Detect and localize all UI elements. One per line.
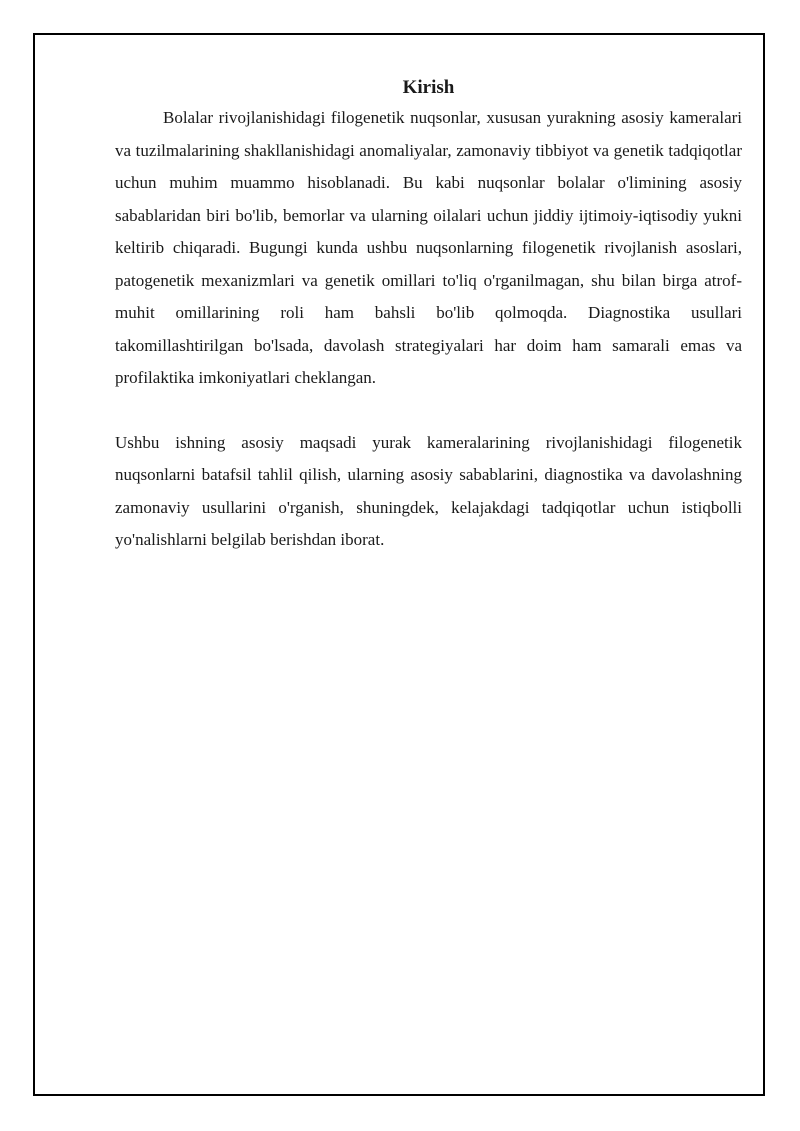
paragraph-intro: Bolalar rivojlanishidagi filogenetik nuqsonlar, xususan yurakning asosiy kameralari va tuzilmalarining shakllanishidagi anomaliyalar, zamonaviy tibbiyot va genetik tadqiqotlar uchun muhim muammo hisoblanadi. Bu kabi nuqsonlar bolalar o'limining asosiy sabablaridan biri bo'lib, bemorlar va ularning oilalari uchun jiddiy ijtimoiy-iqtisodiy yukni keltirib chiqaradi. Bugungi kunda ushbu nuqsonlarning filogenetik rivojlanish asoslari, patogenetik mexanizmlari va genetik omillari to'liq o'rganilmagan, shu bilan birga atrof-muhit omillarining roli ham bahsli bo'lib qolmoqda. Diagnostika usullari takomillashtirilgan bo'lsada, davolash strategiyalari har doim ham samarali emas va profilaktika imkoniyatlari cheklangan.: [115, 108, 742, 387]
paragraph-aim: Ushbu ishning asosiy maqsadi yurak kameralarining rivojlanishidagi filogenetik nuqsonlarni batafsil tahlil qilish, ularning asosiy sabablarini, diagnostika va davolashning zamonaviy usullarini o'rganish, shuningdek, kelajakdagi tadqiqotlar uchun istiqbolli yo'nalishlarni belgilab berishdan iborat.: [115, 432, 742, 549]
page-title: Kirish: [402, 77, 455, 98]
document-body: [115, 76, 742, 557]
